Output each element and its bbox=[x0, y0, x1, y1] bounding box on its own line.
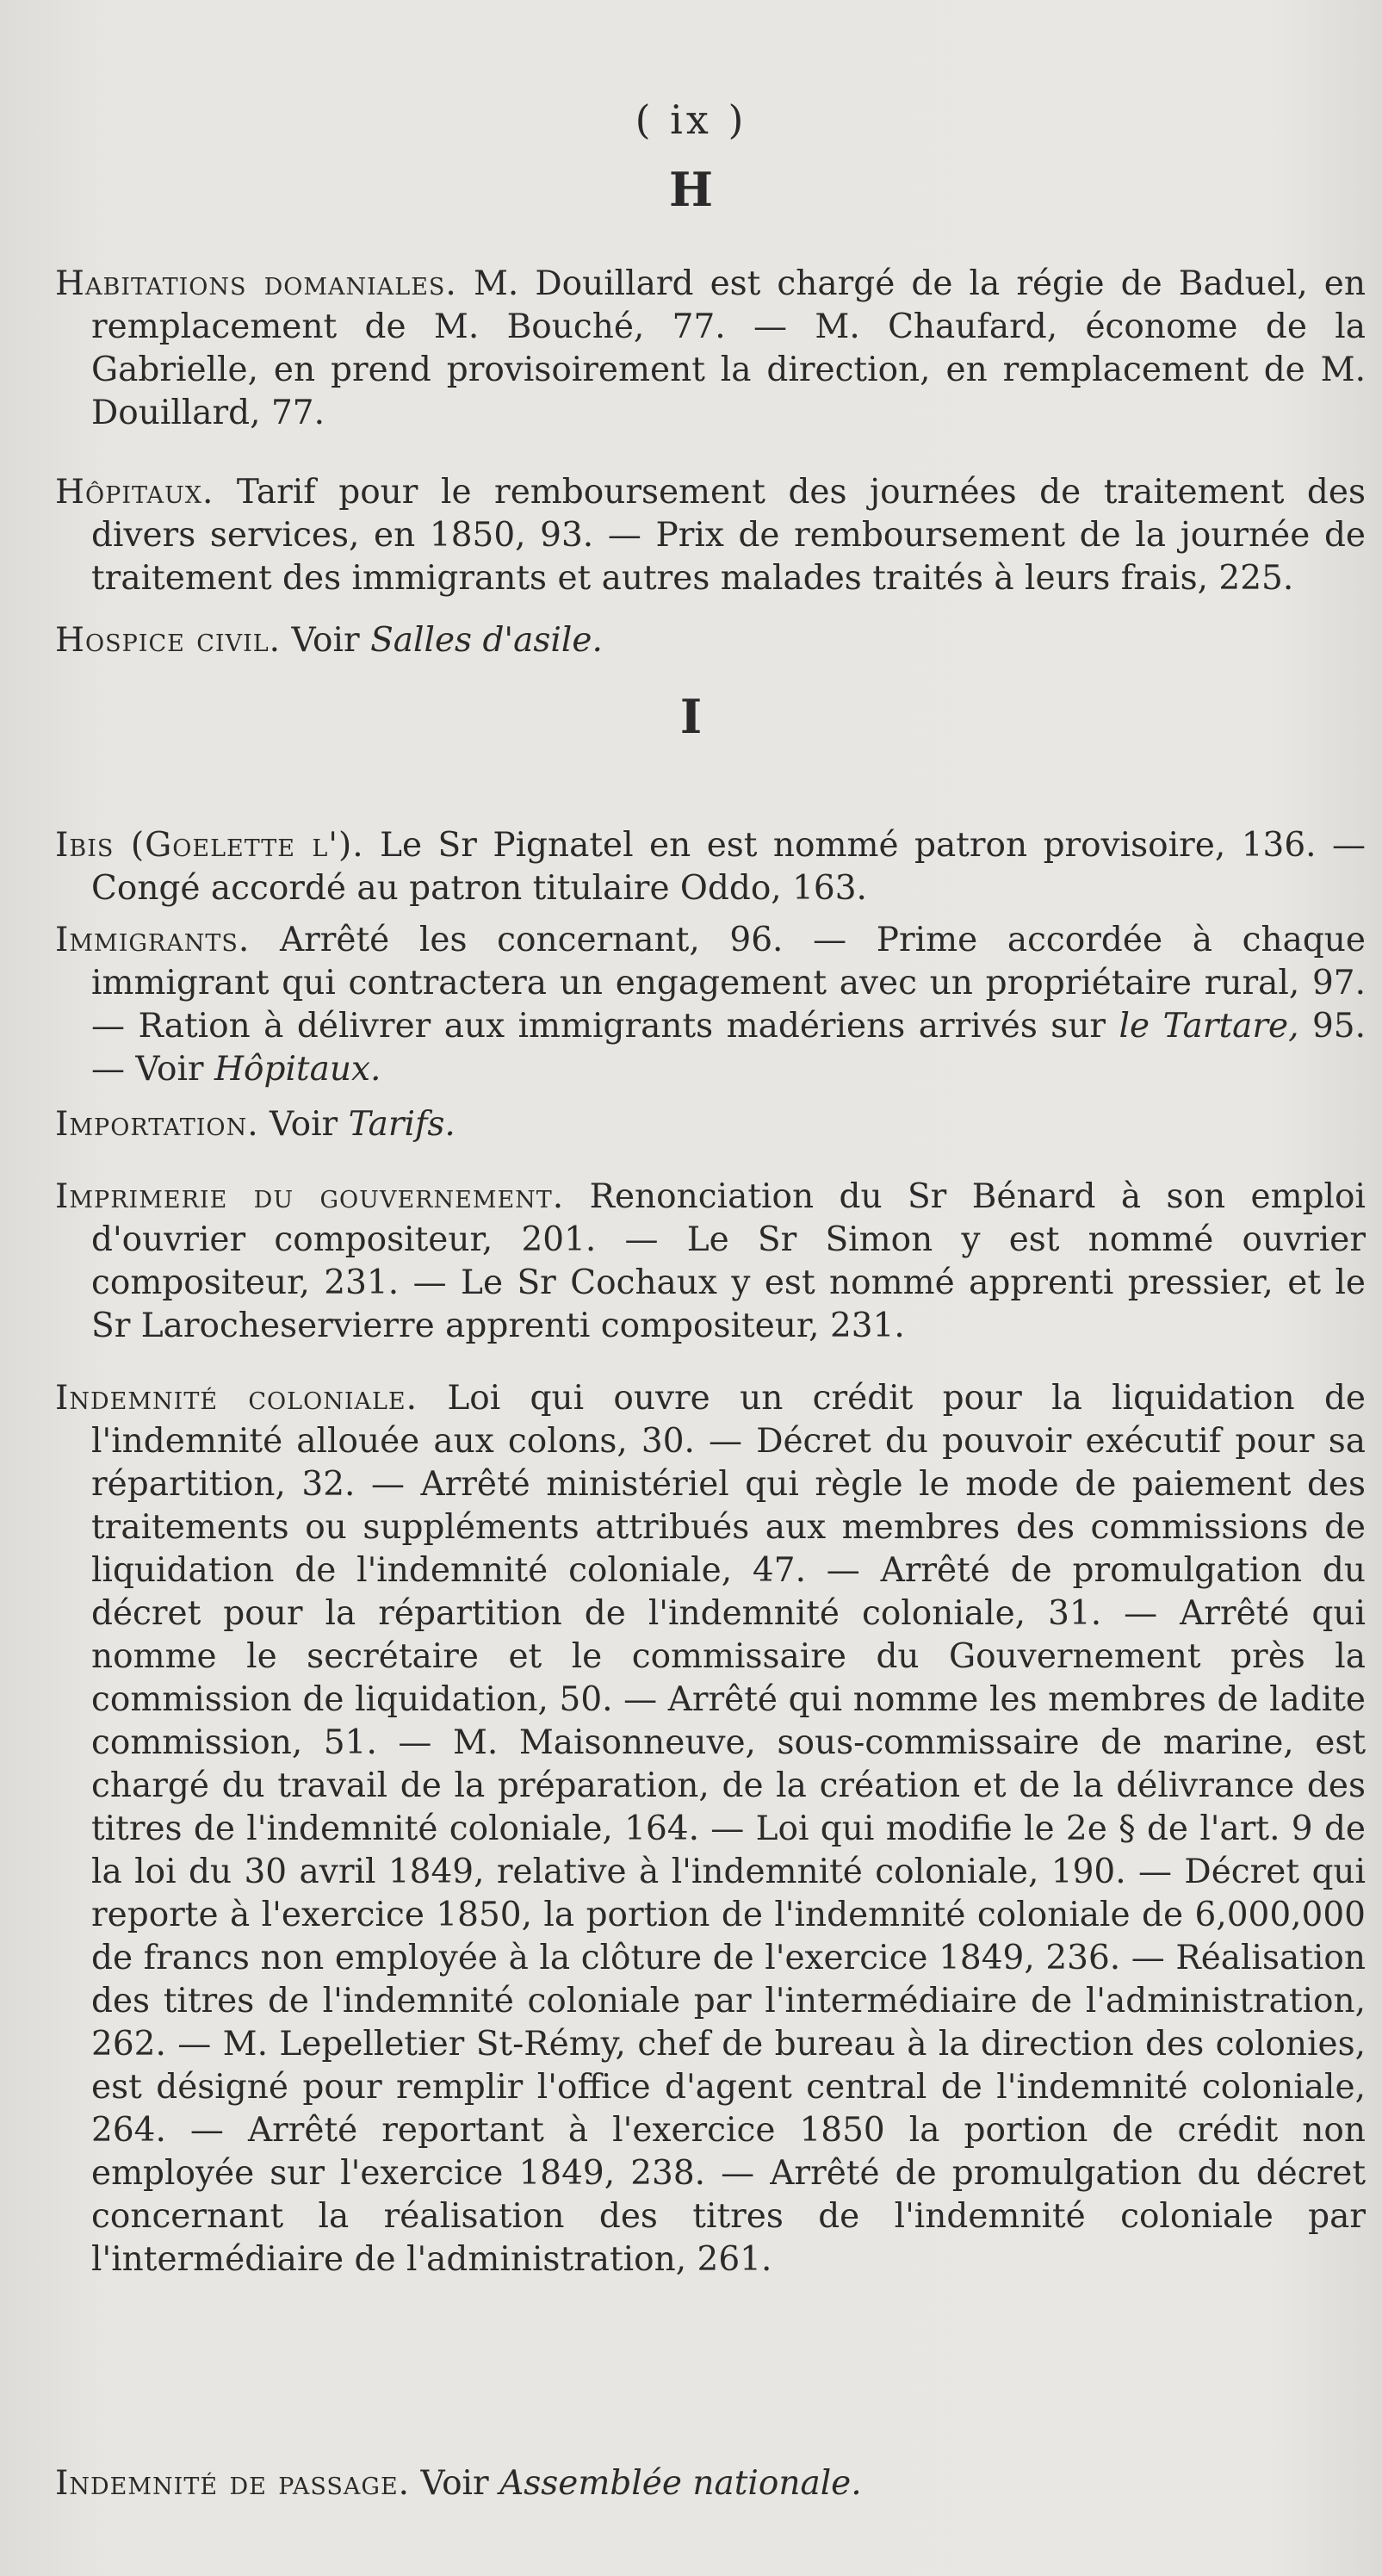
entry-text: Arrêté les concernant, 96. — Prime accordée à chaque immigrant qui contractera un engagement avec un propriétaire rural, 97. — Ration à délivrer aux immigrants madériens arrivés sur bbox=[91, 921, 1366, 1046]
entry-crossref: Tarifs. bbox=[348, 1105, 456, 1144]
entry-habitations-domaniales bbox=[55, 263, 1366, 435]
entry-crossref: Assemblée nationale. bbox=[499, 2464, 862, 2503]
entry-heading: Habitations domaniales. bbox=[55, 264, 457, 303]
entry-heading: Hospice civil. bbox=[55, 621, 282, 660]
entry-hopitaux bbox=[55, 471, 1366, 600]
entry-text: 95. — Voir bbox=[91, 1007, 1366, 1089]
section-letter-i: I bbox=[679, 689, 703, 744]
entry-immigrants bbox=[55, 919, 1366, 1091]
entry-heading: Ibis (Goelette l'). bbox=[55, 826, 364, 865]
entry-imprimerie bbox=[55, 1176, 1366, 1348]
page-number: ( ix ) bbox=[635, 96, 747, 143]
entry-text: Voir bbox=[420, 2464, 489, 2503]
entry-heading: Imprimerie du gouvernement. bbox=[55, 1177, 565, 1216]
entry-ibis bbox=[55, 824, 1366, 910]
entry-text: Voir bbox=[270, 1105, 338, 1144]
entry-heading: Indemnité de passage. bbox=[55, 2464, 411, 2503]
entry-text: M. Douillard est chargé de la régie de Baduel, en remplacement de M. Bouché, 77. — M. Chaufard, économe de la Gabrielle, en prend provisoirement la direction, en remplacement de M. Douillard, 77. bbox=[91, 264, 1367, 432]
entry-heading: Immigrants. bbox=[55, 921, 251, 959]
entry-heading: Importation. bbox=[55, 1105, 259, 1144]
entry-text: Le Sr Pignatel en est nommé patron provisoire, 136. — Congé accordé au patron titulaire Oddo, 163. bbox=[91, 826, 1366, 908]
entry-indemnite-de-passage bbox=[55, 2462, 1366, 2505]
entry-crossref: Hôpitaux. bbox=[214, 1050, 381, 1089]
entry-importation bbox=[55, 1103, 1366, 1146]
section-letter-h: H bbox=[668, 162, 714, 217]
entry-text: Voir bbox=[291, 621, 360, 660]
entry-text: Tarif pour le remboursement des journées de traitement des divers services, en 1850, 93. — Prix de remboursement de la journée de traitement des immigrants et autres malades traités à leurs frais, 225. bbox=[91, 473, 1366, 598]
entry-hospice-civil bbox=[55, 619, 1366, 662]
entry-crossref: Salles d'asile. bbox=[370, 621, 603, 660]
entry-text: Loi qui ouvre un crédit pour la liquidation de l'indemnité allouée aux colons, 30. — Décret du pouvoir exécutif pour sa répartition, 32. — Arrêté ministériel qui règle le mode de paiement des traitements ou suppléments attribués aux membres des commissions de liquidation de l'indemnité coloniale, 47. — Arrêté de promulgation du décret pour la répartition de l'indemnité coloniale, 31. — Arrêté qui nomme le secrétaire et le commissaire du Gouvernement près la commission de liquidation, 50. — Arrêté qui nomme les membres de ladite commission, 51. — M. Maisonneuve, sous-commissaire de marine, est chargé du travail de la préparation, de la création et de la délivrance des titres de l'indemnité coloniale, 164. — Loi qui modifie le 2e § de l'art. 9 de la loi du 30 avril 1849, relative à l'indemnité coloniale, 190. — Décret qui reporte à l'exercice 1850, la portion de l'indemnité coloniale de 6,000,000 de francs non employée à la clôture de l'exercice 1849, 236. — Réalisation des titres de l'indemnité coloniale par l'intermédiaire de l'administration, 262. — M. Lepelletier St-Rémy, chef de bureau à la direction des colonies, est désigné pour remplir l'office d'agent central de l'indemnité coloniale, 264. — Arrêté reportant à l'exercice 1850 la portion de crédit non employée sur l'exercice 1849, 238. — Arrêté de promulgation du décret concernant la réalisation des titres de l'indemnité coloniale par l'intermédiaire de l'administration, 261. bbox=[91, 1379, 1366, 2279]
entry-heading: Hôpitaux. bbox=[55, 473, 214, 512]
entry-indemnite-coloniale bbox=[55, 1377, 1366, 2281]
entry-text: Renonciation du Sr Bénard à son emploi d'ouvrier compositeur, 201. — Le Sr Simon y est nommé ouvrier compositeur, 231. — Le Sr Cochaux y est nommé apprenti pressier, et le Sr Larocheservierre apprenti compositeur, 231. bbox=[91, 1177, 1366, 1345]
entry-heading: Indemnité coloniale. bbox=[55, 1379, 418, 1418]
entry-crossref: le Tartare, bbox=[1119, 1007, 1299, 1046]
